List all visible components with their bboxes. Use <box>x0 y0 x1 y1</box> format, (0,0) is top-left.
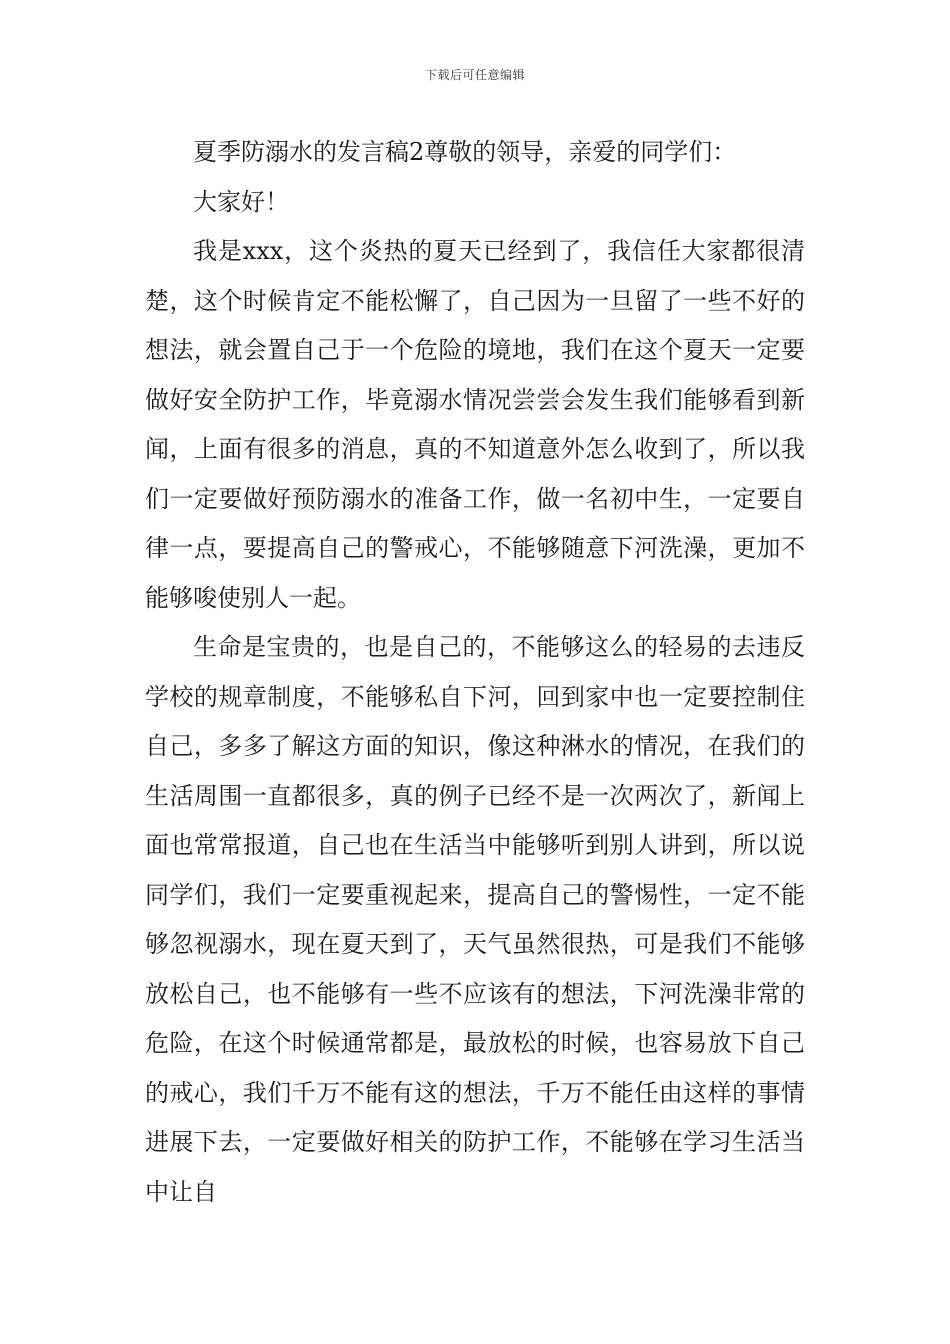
document-body <box>145 128 805 1217</box>
paragraph-hello: 大家好！ <box>193 187 289 216</box>
paragraph-intro: 我是xxx，这个炎热的夏天已经到了，我信任大家都很清楚，这个时候肯定不能松懈了，自己因为一旦留了一些不好的想法，就会置自己于一个危险的境地，我们在这个夏天一定要做好安全防护工作，毕竟溺水情况尝尝会发生我们能够看到新闻，上面有很多的消息，真的不知道意外怎么收到了，所以我们一定要做好预防溺水的准备工作，做一名初中生，一定要自律一点，要提高自己的警戒心，不能够随意下河洗澡，更加不能够唆使别人一起。 <box>145 237 805 612</box>
paragraph-main: 生命是宝贵的，也是自己的，不能够这么的轻易的去违反学校的规章制度，不能够私自下河，回到家中也一定要控制住自己，多多了解这方面的知识，像这种淋水的情况，在我们的生活周围一直都很多，真的例子已经不是一次两次了，新闻上面也常常报道，自己也在生活当中能够听到别人讲到，所以说同学们，我们一定要重视起来，提高自己的警惕性，一定不能够忽视溺水，现在夏天到了，天气虽然很热，可是我们不能够放松自己，也不能够有一些不应该有的想法，下河洗澡非常的危险，在这个时候通常都是，最放松的时候，也容易放下自己的戒心，我们千万不能有这的想法，千万不能任由这样的事情进展下去，一定要做好相关的防护工作，不能够在学习生活当中让自 <box>145 633 805 1206</box>
header-note: 下载后可任意编辑 <box>424 68 525 82</box>
paragraph-greeting: 夏季防溺水的发言稿2尊敬的领导，亲爱的同学们： <box>193 138 737 166</box>
